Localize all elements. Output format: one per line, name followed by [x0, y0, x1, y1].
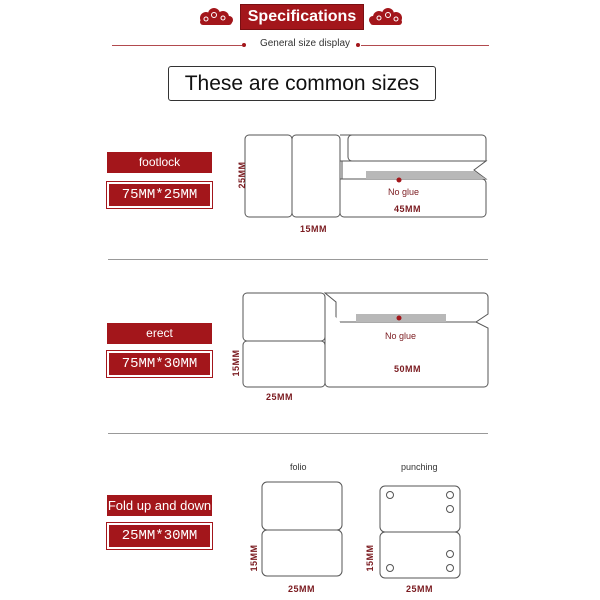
subtitle: General size display — [259, 38, 351, 49]
dim-left-erect: 25MM — [266, 392, 294, 402]
subtitle-dot-right — [356, 43, 360, 47]
divider — [108, 433, 488, 434]
glue-pin-icon-erect — [395, 314, 403, 322]
page-title: Specifications — [240, 4, 364, 30]
dim-height-folio: 15MM — [249, 544, 259, 572]
punching-label: punching — [401, 462, 438, 472]
dim-width-folio: 25MM — [288, 584, 316, 594]
glue-label-footlock: No glue — [388, 187, 420, 197]
punching-diagram — [378, 484, 464, 582]
cloud-ornament-right-icon — [366, 6, 406, 28]
dim-right-erect: 50MM — [394, 364, 422, 374]
dim-left-footlock: 15MM — [300, 224, 328, 234]
glue-pin-icon — [395, 176, 403, 184]
subtitle-line-right — [361, 45, 489, 46]
erect-diagram — [240, 290, 492, 390]
folio-label: folio — [290, 462, 307, 472]
section-size-fold: 25MM*30MM — [107, 523, 212, 549]
section-name-erect: erect — [107, 323, 212, 344]
section-size-footlock: 75MM*25MM — [107, 182, 212, 208]
folio-diagram — [260, 480, 344, 580]
footlock-diagram — [242, 132, 492, 222]
section-name-footlock: footlock — [107, 152, 212, 173]
divider — [108, 259, 488, 260]
glue-label-erect: No glue — [385, 331, 417, 341]
section-size-erect: 75MM*30MM — [107, 351, 212, 377]
dim-height-erect: 15MM — [231, 349, 241, 377]
common-sizes-banner: These are common sizes — [168, 66, 436, 101]
subtitle-line-left — [112, 45, 242, 46]
dim-width-punching: 25MM — [406, 584, 434, 594]
dim-height-punching: 15MM — [365, 544, 375, 572]
section-name-fold: Fold up and down — [107, 495, 212, 516]
dim-height-footlock: 25MM — [237, 161, 247, 189]
cloud-ornament-left-icon — [196, 6, 236, 28]
dim-right-footlock: 45MM — [394, 204, 422, 214]
